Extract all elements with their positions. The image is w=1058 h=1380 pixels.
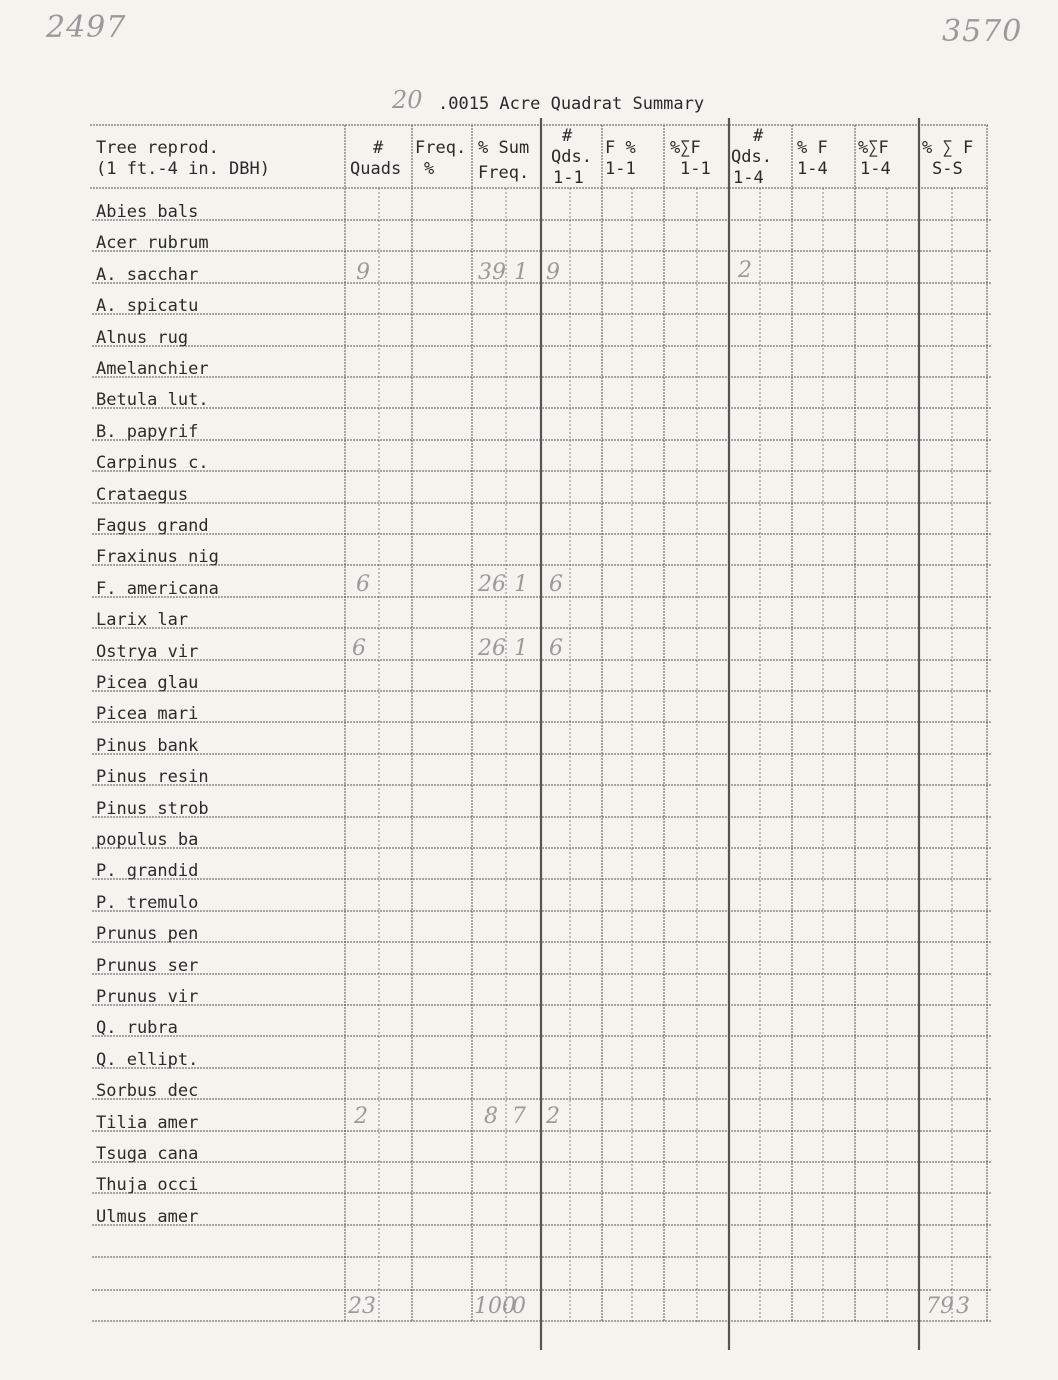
header-sf-1-4-line1: %∑F (858, 138, 889, 158)
species-label: Pinus strob (96, 799, 209, 819)
page-number-left: 2497 (46, 10, 127, 45)
header-sf-s-s-line2: S-S (932, 159, 963, 179)
header-species-line2: (1 ft.-4 in. DBH) (96, 159, 270, 179)
entry-qds-1-4: 2 (738, 258, 752, 283)
species-label: Tsuga cana (96, 1144, 199, 1164)
entry-sum-freq-b: 1 (514, 572, 528, 597)
total-sf-s-s-a: 79 (926, 1294, 954, 1319)
species-label: Betula lut. (96, 390, 209, 410)
species-label: P. grandid (96, 861, 199, 881)
entry-sum-freq-a: 39 (478, 260, 506, 285)
entry-qds-1-1: 2 (546, 1104, 560, 1129)
header-species-line1: Tree reprod. (96, 138, 219, 158)
entry-quads: 6 (356, 572, 370, 597)
header-freq-line2: % (424, 159, 435, 179)
species-label: Alnus rug (96, 328, 189, 348)
header-sf-1-1-line1: %∑F (670, 138, 701, 158)
species-label: Acer rubrum (96, 233, 209, 253)
species-label: F. americana (96, 579, 219, 599)
species-label: Prunus ser (96, 956, 199, 976)
species-label: Carpinus c. (96, 453, 209, 473)
entry-qds-1-1: 9 (546, 260, 560, 285)
header-qds-1-4-line1: # (753, 126, 764, 146)
species-label: Ulmus amer (96, 1207, 199, 1227)
entry-sum-freq-a: 8 (484, 1104, 498, 1129)
species-label: Thuja occi (96, 1175, 199, 1195)
entry-qds-1-1: 6 (549, 572, 563, 597)
species-label: P. tremulo (96, 893, 199, 913)
entry-sum-freq-b: 1 (514, 260, 528, 285)
species-label: Larix lar (96, 610, 189, 630)
header-sum-freq-line1: % Sum (478, 138, 530, 158)
title-handwritten-prefix: 20 (392, 86, 423, 114)
entry-sum-freq-a: 26 (478, 572, 506, 597)
header-f-1-4-line2: 1-4 (797, 159, 828, 179)
header-f-1-1-line2: 1-1 (605, 159, 636, 179)
species-label: Amelanchier (96, 359, 209, 379)
header-sf-s-s-line1: % ∑ F (922, 138, 974, 158)
header-quads-line1: # (373, 138, 384, 158)
species-label: Fagus grand (96, 516, 209, 536)
header-sum-freq-line2: Freq. (478, 163, 530, 183)
total-sf-s-s-b: 3 (956, 1294, 970, 1319)
species-label: populus ba (96, 830, 199, 850)
column-lines (345, 118, 987, 1350)
species-label: Pinus bank (96, 736, 199, 756)
header-qds-1-4-line3: 1-4 (733, 168, 764, 188)
total-quads: 23 (348, 1294, 376, 1319)
species-label: Prunus vir (96, 987, 199, 1007)
species-label: Pinus resin (96, 767, 209, 787)
entry-qds-1-1: 6 (549, 636, 563, 661)
entry-quads: 9 (356, 260, 370, 285)
page-title: .0015 Acre Quadrat Summary (438, 94, 705, 114)
species-label: Picea mari (96, 704, 199, 724)
species-label: Abies bals (96, 202, 199, 222)
species-label: Q. ellipt. (96, 1050, 199, 1070)
entry-quads: 2 (354, 1104, 368, 1129)
total-sum-freq-b: 0 (512, 1294, 526, 1319)
entry-sum-freq-b: 7 (512, 1104, 526, 1129)
entry-quads: 6 (352, 636, 366, 661)
page-number-right: 3570 (942, 14, 1023, 49)
species-label: Sorbus dec (96, 1081, 199, 1101)
header-quads-line2: Quads (350, 159, 402, 179)
species-label: Tilia amer (96, 1113, 199, 1133)
species-label: A. sacchar (96, 265, 199, 285)
header-qds-1-1-line2: Qds. (551, 147, 592, 167)
header-freq-line1: Freq. (415, 138, 467, 158)
species-label: Fraxinus nig (96, 547, 219, 567)
species-label: Prunus pen (96, 924, 199, 944)
species-label: A. spicatu (96, 296, 199, 316)
species-label: Crataegus (96, 485, 189, 505)
header-qds-1-1-line3: 1-1 (553, 168, 584, 188)
header-f-1-4-line1: % F (797, 138, 828, 158)
header-sf-1-1-line2: 1-1 (680, 159, 711, 179)
header-qds-1-1-line1: # (562, 126, 573, 146)
species-label: Q. rubra (96, 1018, 178, 1038)
header-f-1-1-line1: F % (605, 138, 636, 158)
species-label: B. papyrif (96, 422, 199, 442)
species-label: Picea glau (96, 673, 199, 693)
entry-sum-freq-a: 26 (478, 636, 506, 661)
header-qds-1-4-line2: Qds. (731, 147, 772, 167)
header-sf-1-4-line2: 1-4 (860, 159, 891, 179)
species-label: Ostrya vir (96, 642, 199, 662)
entry-sum-freq-b: 1 (514, 636, 528, 661)
total-sum-freq-a: 100 (474, 1294, 516, 1319)
